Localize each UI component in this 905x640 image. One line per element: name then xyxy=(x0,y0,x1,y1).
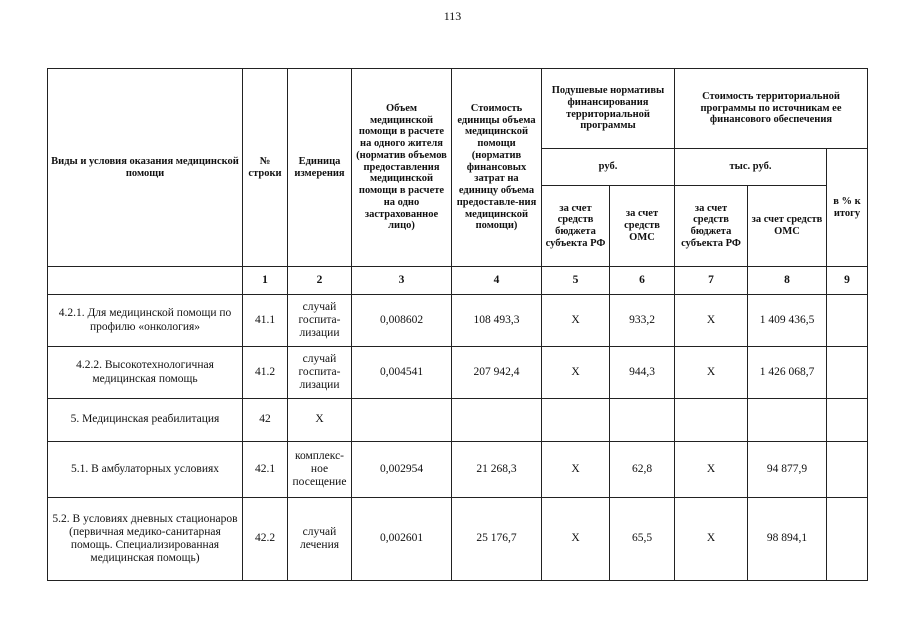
cell-oms-thousand xyxy=(748,399,827,442)
cell-oms-rub xyxy=(610,399,675,442)
cell-unit: случай лечения xyxy=(288,498,352,581)
header-program-cost-group: Стоимость территориальной программы по источникам ее финансового обеспечения xyxy=(675,69,868,149)
cell-row-no: 42 xyxy=(243,399,288,442)
cell-volume: 0,002601 xyxy=(352,498,452,581)
cell-volume: 0,002954 xyxy=(352,442,452,498)
header-oms: за счет средств ОМС xyxy=(610,186,675,267)
table-row xyxy=(48,295,868,347)
cell-kind: 4.2.2. Высокотехнологичная медицинская помощь xyxy=(48,347,243,399)
cell-percent xyxy=(827,347,868,399)
page-number: 113 xyxy=(443,9,462,23)
cell-cost xyxy=(452,399,542,442)
header-volume: Объем медицинской помощи в расчете на одного жителя (норматив объемов предоставления медицинской помощи в расчете на одно застрахованное лицо) xyxy=(352,69,452,267)
header-budget: за счет средств бюджета субъекта РФ xyxy=(542,186,610,267)
cell-unit: комплекс-ное посещение xyxy=(288,442,352,498)
column-number: 4 xyxy=(452,267,542,295)
header-unit-thousand-rub: тыс. руб. xyxy=(675,149,827,186)
column-number-row xyxy=(48,267,868,295)
cell-oms-thousand: 1 426 068,7 xyxy=(748,347,827,399)
cell-oms-rub: 944,3 xyxy=(610,347,675,399)
cell-oms-thousand: 94 877,9 xyxy=(748,442,827,498)
cell-kind: 5.1. В амбулаторных условиях xyxy=(48,442,243,498)
header-unit: Единица измерения xyxy=(288,69,352,267)
cell-volume: 0,004541 xyxy=(352,347,452,399)
header-percent: в % к итогу xyxy=(827,149,868,267)
cell-kind: 4.2.1. Для медицинской помощи по профилю «онкология» xyxy=(48,295,243,347)
table-header xyxy=(48,69,868,295)
cell-volume xyxy=(352,399,452,442)
table-row xyxy=(48,347,868,399)
financing-table xyxy=(47,68,868,581)
cell-budget-thousand: Х xyxy=(675,442,748,498)
cell-budget-rub xyxy=(542,399,610,442)
cell-oms-thousand: 98 894,1 xyxy=(748,498,827,581)
cell-budget-rub: Х xyxy=(542,295,610,347)
table-row xyxy=(48,498,868,581)
header-unit-rub: руб. xyxy=(542,149,675,186)
column-number xyxy=(48,267,243,295)
cell-budget-rub: Х xyxy=(542,347,610,399)
cell-volume: 0,008602 xyxy=(352,295,452,347)
cell-unit: случай госпита-лизации xyxy=(288,347,352,399)
column-number: 6 xyxy=(610,267,675,295)
cell-percent xyxy=(827,498,868,581)
cell-unit: Х xyxy=(288,399,352,442)
cell-kind: 5. Медицинская реабилитация xyxy=(48,399,243,442)
cell-cost: 207 942,4 xyxy=(452,347,542,399)
cell-budget-thousand xyxy=(675,399,748,442)
cell-oms-rub: 933,2 xyxy=(610,295,675,347)
header-per-capita-group: Подушевые нормативы финансирования территориальной программы xyxy=(542,69,675,149)
column-number: 1 xyxy=(243,267,288,295)
cell-percent xyxy=(827,442,868,498)
header-cost: Стоимость единицы объема медицинской помощи (норматив финансовых затрат на единицу объема предоставле-ния медицинской помощи) xyxy=(452,69,542,267)
table-row xyxy=(48,442,868,498)
cell-unit: случай госпита-лизации xyxy=(288,295,352,347)
column-number: 7 xyxy=(675,267,748,295)
cell-oms-thousand: 1 409 436,5 xyxy=(748,295,827,347)
cell-oms-rub: 62,8 xyxy=(610,442,675,498)
column-number: 9 xyxy=(827,267,868,295)
cell-budget-thousand: Х xyxy=(675,498,748,581)
header-row-no: № строки xyxy=(243,69,288,267)
cell-row-no: 41.1 xyxy=(243,295,288,347)
cell-percent xyxy=(827,295,868,347)
header-kind: Виды и условия оказания медицинской помощи xyxy=(48,69,243,267)
cell-budget-rub: Х xyxy=(542,498,610,581)
column-number: 2 xyxy=(288,267,352,295)
cell-percent xyxy=(827,399,868,442)
column-number: 3 xyxy=(352,267,452,295)
cell-budget-rub: Х xyxy=(542,442,610,498)
cell-row-no: 41.2 xyxy=(243,347,288,399)
cell-row-no: 42.1 xyxy=(243,442,288,498)
table-row xyxy=(48,399,868,442)
table-body xyxy=(48,295,868,581)
column-number: 5 xyxy=(542,267,610,295)
cell-cost: 108 493,3 xyxy=(452,295,542,347)
header-oms-2: за счет средств ОМС xyxy=(748,186,827,267)
cell-row-no: 42.2 xyxy=(243,498,288,581)
cell-cost: 25 176,7 xyxy=(452,498,542,581)
cell-budget-thousand: Х xyxy=(675,295,748,347)
cell-budget-thousand: Х xyxy=(675,347,748,399)
cell-cost: 21 268,3 xyxy=(452,442,542,498)
column-number: 8 xyxy=(748,267,827,295)
header-budget-rf: за счет средств бюджета субъекта РФ xyxy=(675,186,748,267)
cell-kind: 5.2. В условиях дневных стационаров (первичная медико-санитарная помощь. Специализированная медицинская помощь) xyxy=(48,498,243,581)
cell-oms-rub: 65,5 xyxy=(610,498,675,581)
